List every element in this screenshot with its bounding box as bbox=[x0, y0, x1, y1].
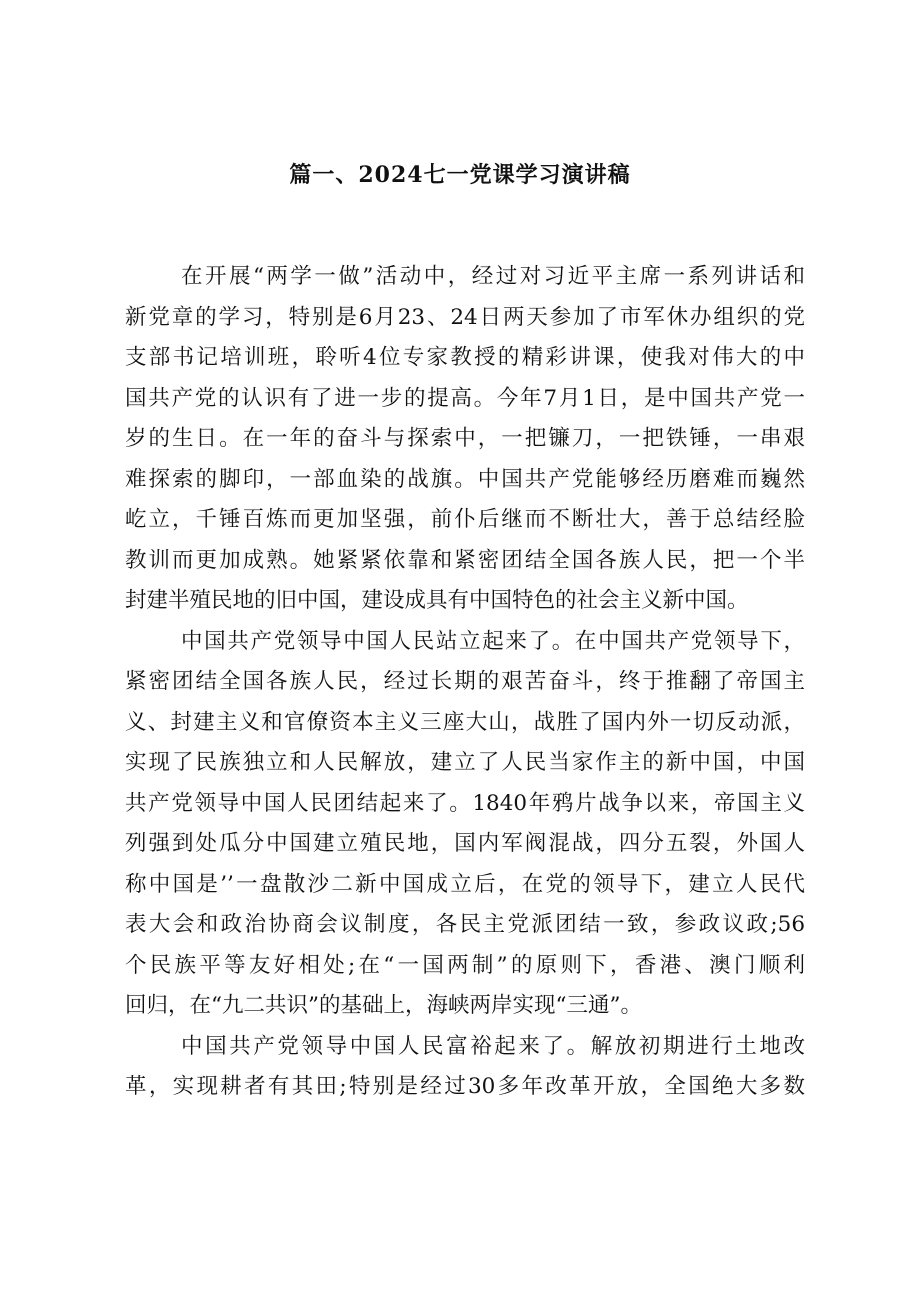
document-body bbox=[125, 257, 805, 1108]
text-line: 紧密团结全国各族人民，经过长期的艰苦奋斗，终于推翻了帝国主 bbox=[125, 669, 805, 694]
text-line: 共产党领导中国人民团结起来了。1840年鸦片战争以来，帝国主义 bbox=[125, 790, 805, 816]
text-line: 中国共产党领导中国人民富裕起来了。解放初期进行土地改 bbox=[181, 1033, 805, 1059]
text-line: 个民族平等友好相处;在“一国两制”的原则下，香港、澳门顺利 bbox=[125, 952, 805, 978]
text-line: 列强到处瓜分中国建立殖民地，国内军阀混战，四分五裂，外国人 bbox=[125, 831, 805, 856]
text-line: 在开展“两学一做”活动中，经过对习近平主席一系列讲话和 bbox=[181, 264, 805, 289]
text-line: 义、封建主义和官僚资本主义三座大山，战胜了国内外一切反动派， bbox=[125, 709, 805, 735]
text-line: 实现了民族独立和人民解放，建立了人民当家作主的新中国，中国 bbox=[125, 750, 805, 775]
text-line: 难探索的脚印，一部血染的战旗。中国共产党能够经历磨难而巍然 bbox=[125, 466, 805, 492]
text-line: 屹立，千锤百炼而更加坚强，前仆后继而不断壮大，善于总结经脸 bbox=[125, 507, 805, 532]
text-line: 表大会和政治协商会议制度，各民主党派团结一致，参政议政;56 bbox=[125, 912, 805, 937]
text-line: 封建半殖民地的旧中国，建设成具有中国特色的社会主义新中国。 bbox=[125, 588, 749, 613]
text-line: 岁的生日。在一年的奋斗与探索中，一把镰刀，一把铁锤，一串艰 bbox=[125, 426, 805, 451]
text-line: 教训而更加成熟。她紧紧依靠和紧密团结全国各族人民，把一个半 bbox=[125, 547, 805, 573]
text-line: 革，实现耕者有其田;特别是经过30多年改革开放，全国绝大多数 bbox=[125, 1074, 805, 1099]
text-line: 支部书记培训班，聆听4位专家教授的精彩讲课，使我对伟大的中 bbox=[125, 345, 805, 370]
text-line: 回归，在“九二共识”的基础上，海峡两岸实现“三通”。 bbox=[125, 993, 642, 1018]
page-title: 篇一、2024七一党课学习演讲稿 bbox=[289, 162, 631, 188]
text-line: 新党章的学习，特别是6月23、24日两天参加了市军休办组织的党 bbox=[125, 304, 805, 330]
paragraph bbox=[125, 622, 805, 1027]
text-line: 称中国是’’一盘散沙二新中国成立后，在党的领导下，建立人民代 bbox=[125, 871, 805, 897]
text-line: 国共产党的认识有了进一步的提高。今年7月1日，是中国共产党一 bbox=[125, 385, 805, 411]
text-line: 中国共产党领导中国人民站立起来了。在中国共产党领导下， bbox=[181, 628, 805, 654]
paragraph bbox=[125, 257, 805, 622]
paragraph bbox=[125, 1027, 805, 1108]
